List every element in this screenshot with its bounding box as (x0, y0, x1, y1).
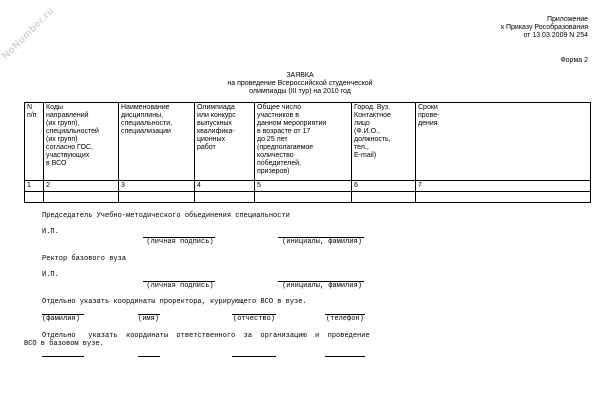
name-caption: (инициалы, фамилия) (282, 238, 362, 246)
title-line: на проведение Всероссийской студенческой (227, 80, 373, 87)
surname-caption: (фамилия) (42, 315, 80, 323)
column-header: Олимпиада или конкурс выпускных квалифика- ционных работ (195, 103, 255, 181)
rector-title: Ректор базового вуза (42, 255, 127, 263)
phone-caption: (телефон) (326, 315, 364, 323)
rector-initials: И.П. (42, 271, 59, 279)
firstname-line (138, 356, 160, 357)
responsible-note-cont: ВСО в базовом вузе. (24, 340, 104, 348)
firstname-caption: (имя) (138, 315, 160, 323)
signature-caption: (личная подпись) (146, 282, 214, 290)
column-header: Общее число участников в данном мероприятии в возрасте от 17 до 25 лет (предполагаемое количество победителей, призеров) (255, 103, 352, 181)
title-main: ЗАЯВКА (286, 72, 314, 79)
document-title (190, 72, 410, 96)
column-number: 3 (119, 181, 195, 192)
patronymic-caption: (отчество) (233, 315, 276, 323)
appendix-header (388, 16, 588, 40)
chair-title: Председатель Учебно-методического объединения специальности (42, 212, 290, 220)
patronymic-line (232, 356, 276, 357)
column-number: 2 (44, 181, 119, 192)
column-number: 5 (255, 181, 352, 192)
appendix-line: от 13.03.2009 N 254 (523, 32, 588, 39)
column-number: 7 (416, 181, 591, 192)
signature-caption: (личная подпись) (146, 238, 214, 246)
watermark: NoNumber.ru (0, 5, 57, 62)
column-number: 1 (25, 181, 44, 192)
title-line: олимпиады (III тур) на 2010 год (249, 88, 351, 95)
table-number-row (25, 181, 591, 192)
appendix-line: Приложение (546, 16, 588, 23)
chair-initials: И.П. (42, 228, 59, 236)
table-header-row (25, 103, 591, 181)
column-header: Сроки прове- дения (416, 103, 591, 181)
column-header: Наименование дисциплины, специальности, специализации (119, 103, 195, 181)
column-header: N п/п (25, 103, 44, 181)
column-header: Коды направлений (их групп), специальностей (их групп) согласно ГОС, участвующих в ВСО (44, 103, 119, 181)
surname-line (42, 356, 84, 357)
name-caption: (инициалы, фамилия) (282, 282, 362, 290)
application-table (24, 102, 591, 203)
column-header: Город. Вуз. Контактное лицо (Ф.И.О., должность, тел., E-mail) (352, 103, 416, 181)
column-number: 6 (352, 181, 416, 192)
responsible-note: Отдельно указать координаты ответственного за организацию и проведение (42, 332, 370, 340)
appendix-line: к Приказу Рособразования (500, 24, 588, 31)
phone-line (325, 356, 365, 357)
column-number: 4 (195, 181, 255, 192)
form-label: Форма 2 (560, 57, 588, 64)
table-empty-row (25, 192, 591, 203)
prorector-note: Отдельно указать координаты проректора, курирующего ВСО в вузе. (42, 298, 307, 306)
